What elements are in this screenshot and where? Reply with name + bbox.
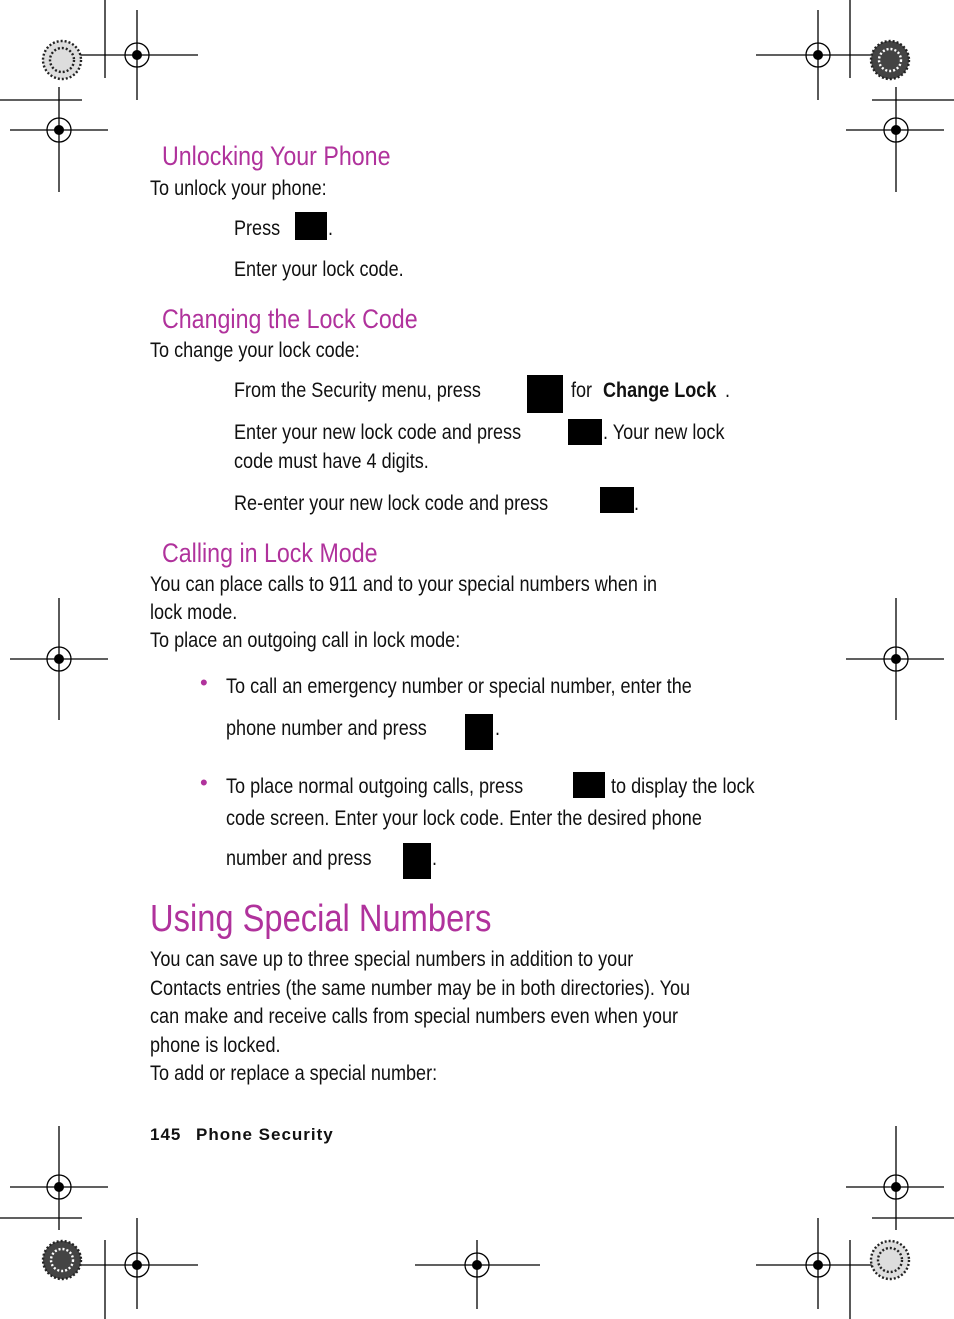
footer-section-title: Phone Security <box>196 1125 334 1144</box>
lockmode-bullet1-suffix: . <box>495 717 501 740</box>
lockmode-intro-line3: To place an outgoing call in lock mode: <box>150 629 461 652</box>
ok-key-icon <box>573 772 605 798</box>
special-para-line4: phone is locked. <box>150 1034 281 1057</box>
special-para-line1: You can save up to three special numbers in addition to your <box>150 948 634 971</box>
lockmode-bullet2-line1-suffix: to display the lock <box>611 775 755 798</box>
menu-key-icon <box>527 375 563 413</box>
ok-key-icon <box>568 419 602 445</box>
send-key-icon <box>403 843 431 879</box>
bullet-icon: • <box>200 670 208 695</box>
special-para-line3: can make and receive calls from special numbers even when your <box>150 1005 679 1028</box>
section-heading-unlock: Unlocking Your Phone <box>162 141 391 171</box>
lockmode-intro-line1: You can place calls to 911 and to your special numbers when in <box>150 573 658 596</box>
unlock-step1-text: Press <box>234 217 281 240</box>
change-step2-text: Enter your new lock code and press <box>234 421 522 444</box>
unlock-intro: To unlock your phone: <box>150 177 327 200</box>
end-key-icon <box>295 212 327 240</box>
change-step1-text: From the Security menu, press <box>234 379 481 402</box>
change-step3-text: Re-enter your new lock code and press <box>234 492 549 515</box>
lockmode-bullet1-line1: To call an emergency number or special number, enter the <box>226 675 692 698</box>
section-heading-change: Changing the Lock Code <box>162 304 418 334</box>
change-lock-option: Change Lock <box>603 379 717 402</box>
special-para-line5: To add or replace a special number: <box>150 1062 438 1085</box>
lockmode-bullet2-line2: code screen. Enter your lock code. Enter the desired phone <box>226 807 702 830</box>
page-number: 145 <box>150 1125 182 1144</box>
unlock-step1-suffix: . <box>328 217 334 240</box>
unlock-step2: Enter your lock code. <box>234 258 404 281</box>
bullet-icon: • <box>200 770 208 795</box>
special-para-line2: Contacts entries (the same number may be in both directories). You <box>150 977 691 1000</box>
lockmode-bullet1-line2: phone number and press <box>226 717 427 740</box>
change-step3-suffix: . <box>634 492 640 515</box>
section-heading-special: Using Special Numbers <box>150 898 492 940</box>
send-key-icon <box>465 714 493 750</box>
section-heading-lockmode: Calling in Lock Mode <box>162 538 378 568</box>
change-step1-suffix: . <box>725 379 731 402</box>
change-step1-for: for <box>571 379 593 402</box>
change-step2-line2: code must have 4 digits. <box>234 450 429 473</box>
change-step2-suffix: . Your new lock <box>603 421 725 444</box>
lockmode-bullet2-line1: To place normal outgoing calls, press <box>226 775 524 798</box>
change-intro: To change your lock code: <box>150 339 360 362</box>
ok-key-icon <box>600 487 634 513</box>
lockmode-intro-line2: lock mode. <box>150 601 238 624</box>
lockmode-bullet2-line3: number and press <box>226 847 372 870</box>
lockmode-bullet2-suffix: . <box>432 847 438 870</box>
